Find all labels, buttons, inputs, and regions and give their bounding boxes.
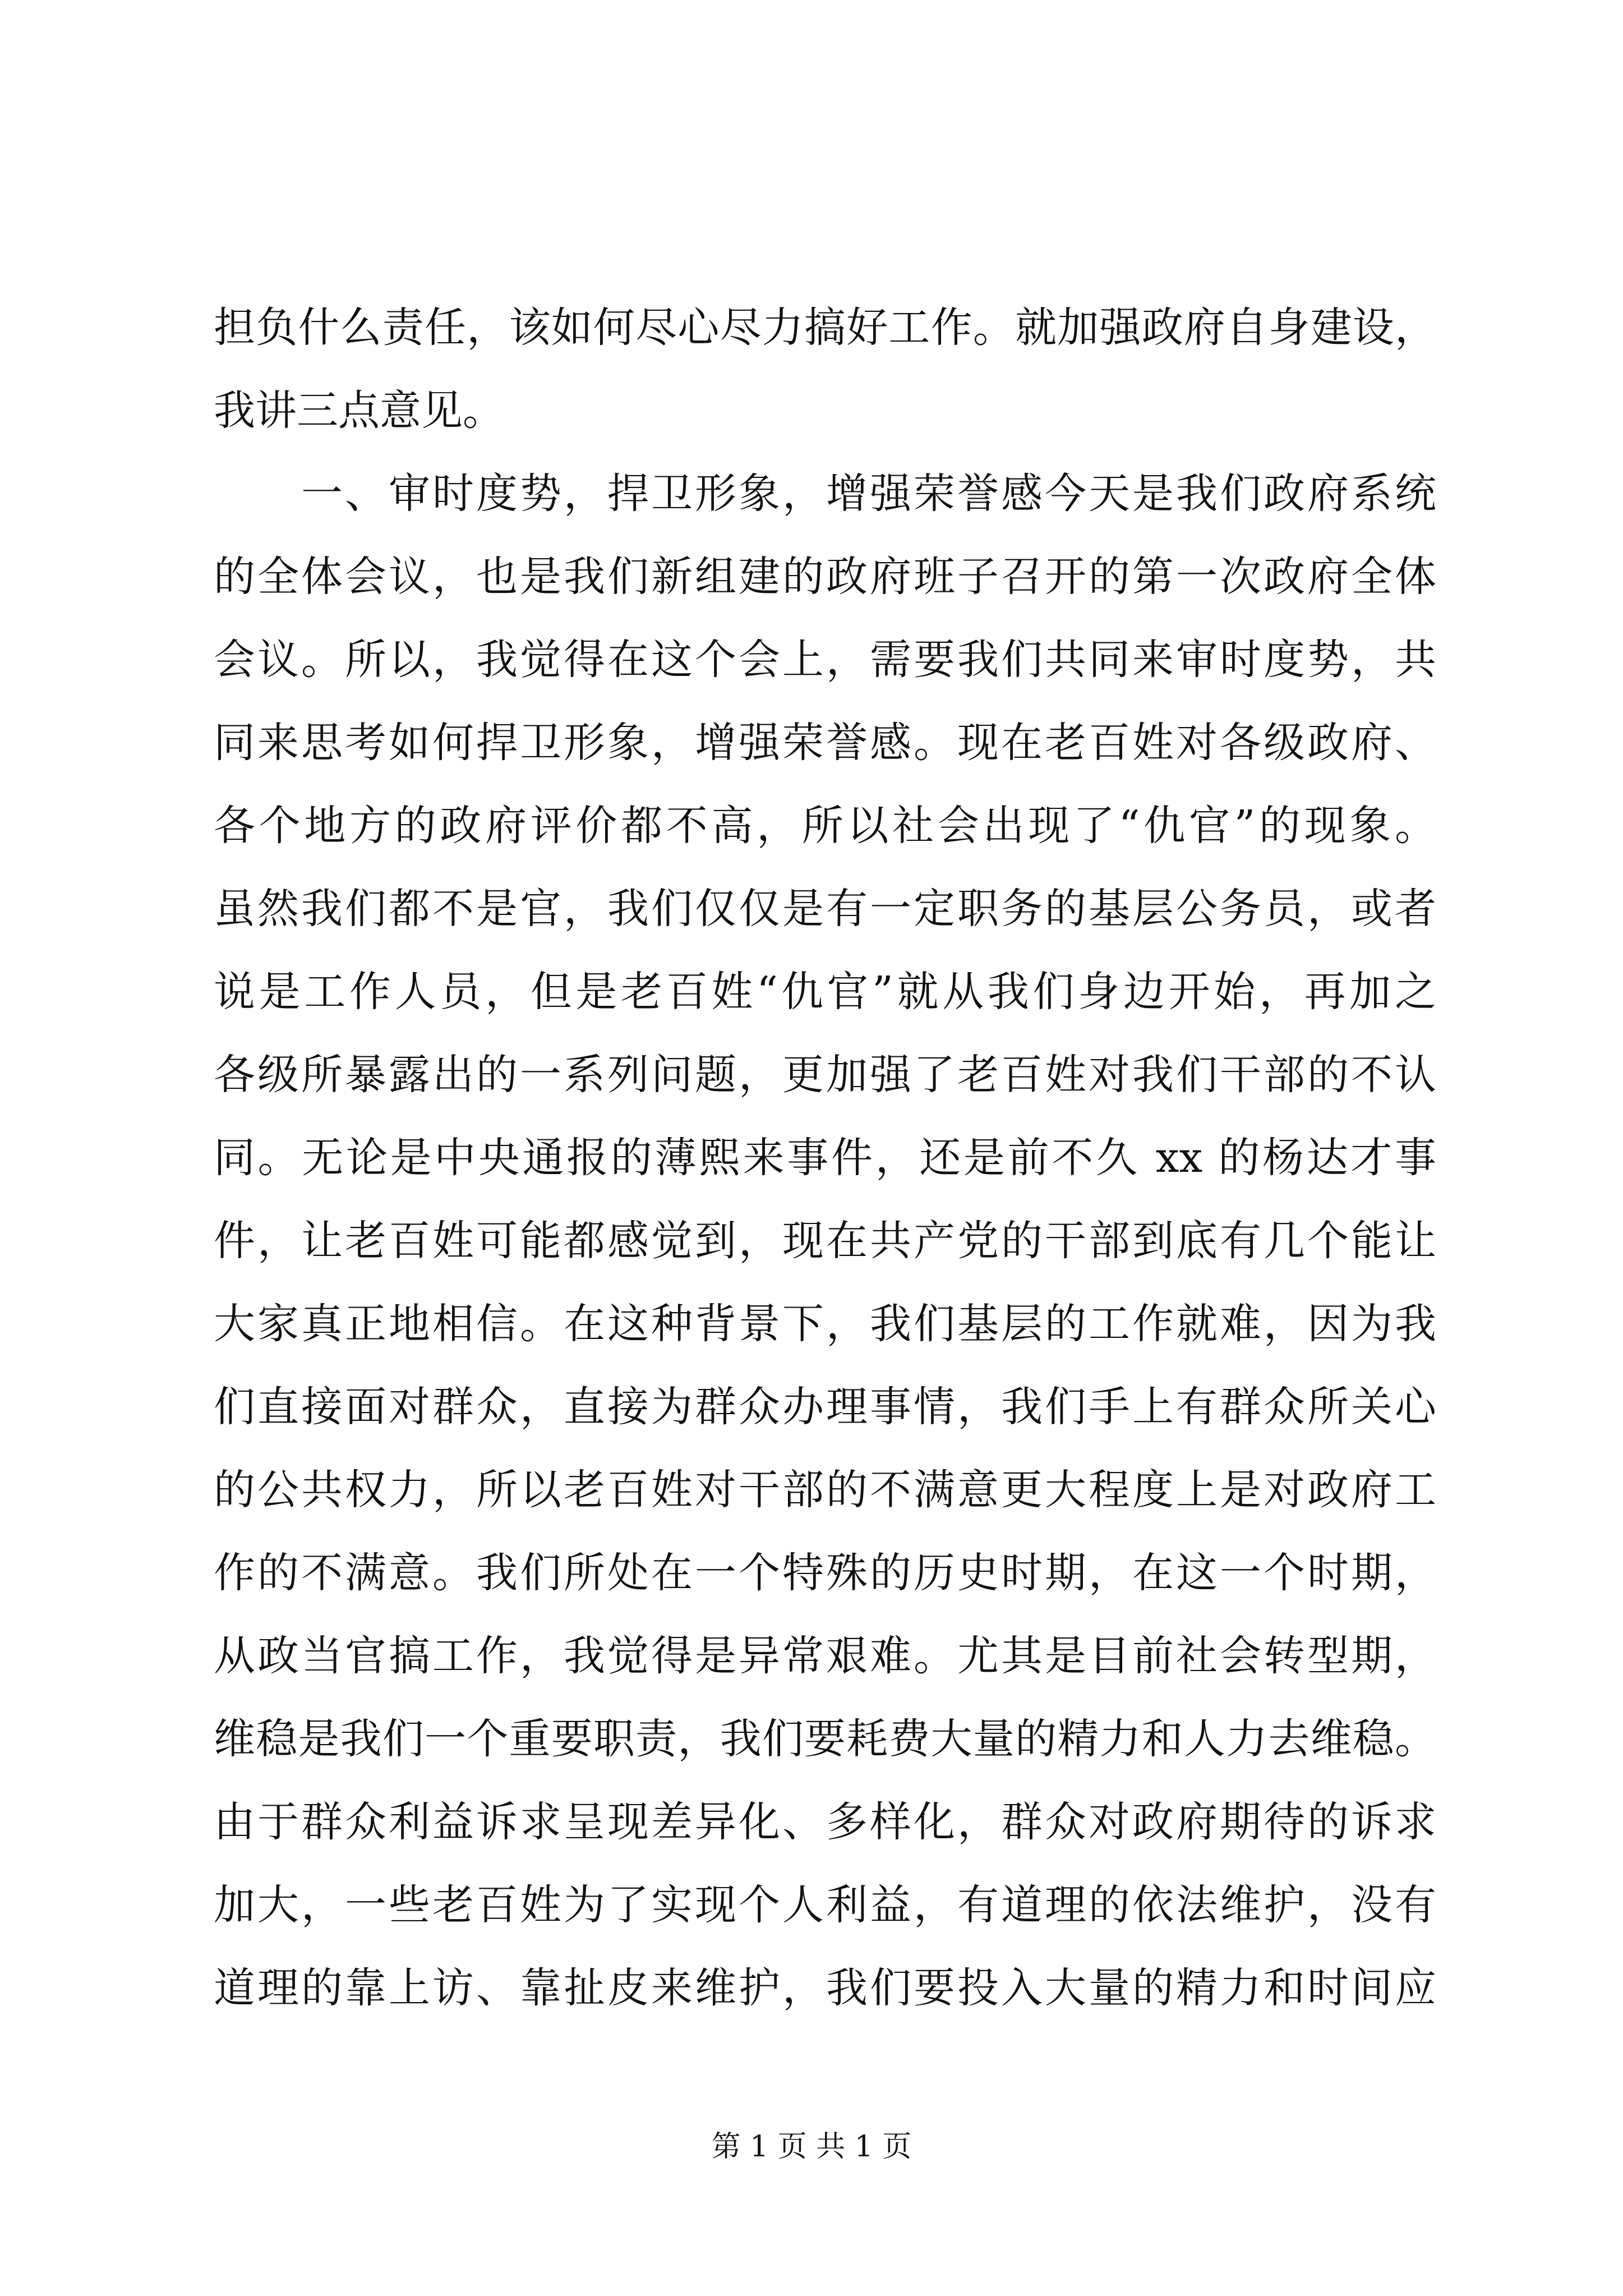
text-line-3: 一、审时度势，捍卫形象，增强荣誉感今天是我们政府系统	[301, 470, 1436, 518]
text-line-21: 道理的靠上访、靠扯皮来维护，我们要投入大量的精力和时间应	[214, 1964, 1436, 2012]
text-line-9: 说是工作人员，但是老百姓“仇官”就从我们身边开始，再加之	[214, 968, 1436, 1016]
text-line-17: 从政当官搞工作，我觉得是异常艰难。尤其是目前社会转型期，	[214, 1632, 1436, 1680]
text-line-11: 同。无论是中央通报的薄熙来事件，还是前不久 xx 的杨达才事	[214, 1134, 1436, 1182]
page-footer	[0, 2127, 1623, 2166]
page-number-label: 第 1 页 共 1 页	[711, 2130, 912, 2164]
text-line-7: 各个地方的政府评价都不高，所以社会出现了“仇官”的现象。	[214, 802, 1436, 850]
text-line-4: 的全体会议，也是我们新组建的政府班子召开的第一次政府全体	[214, 553, 1436, 601]
text-line-14: 们直接面对群众，直接为群众办理事情，我们手上有群众所关心	[214, 1383, 1436, 1431]
text-line-10: 各级所暴露出的一系列问题，更加强了老百姓对我们干部的不认	[214, 1051, 1436, 1099]
text-line-1: 担负什么责任，该如何尽心尽力搞好工作。就加强政府自身建设，	[214, 303, 1436, 352]
text-line-20: 加大，一些老百姓为了实现个人利益，有道理的依法维护，没有	[214, 1881, 1436, 1929]
text-line-19: 由于群众利益诉求呈现差异化、多样化，群众对政府期待的诉求	[214, 1798, 1436, 1846]
text-line-8: 虽然我们都不是官，我们仅仅是有一定职务的基层公务员，或者	[214, 885, 1436, 933]
text-line-15: 的公共权力，所以老百姓对干部的不满意更大程度上是对政府工	[214, 1466, 1436, 1514]
text-line-16: 作的不满意。我们所处在一个特殊的历史时期，在这一个时期，	[214, 1549, 1436, 1597]
text-line-12: 件，让老百姓可能都感觉到，现在共产党的干部到底有几个能让	[214, 1217, 1436, 1265]
text-line-13: 大家真正地相信。在这种背景下，我们基层的工作就难，因为我	[214, 1300, 1436, 1348]
text-line-6: 同来思考如何捍卫形象，增强荣誉感。现在老百姓对各级政府、	[214, 719, 1436, 767]
text-line-2: 我讲三点意见。	[214, 386, 504, 435]
body-text	[214, 286, 1436, 2030]
text-line-5: 会议。所以，我觉得在这个会上，需要我们共同来审时度势，共	[214, 636, 1436, 684]
text-line-18: 维稳是我们一个重要职责，我们要耗费大量的精力和人力去维稳。	[214, 1715, 1436, 1763]
